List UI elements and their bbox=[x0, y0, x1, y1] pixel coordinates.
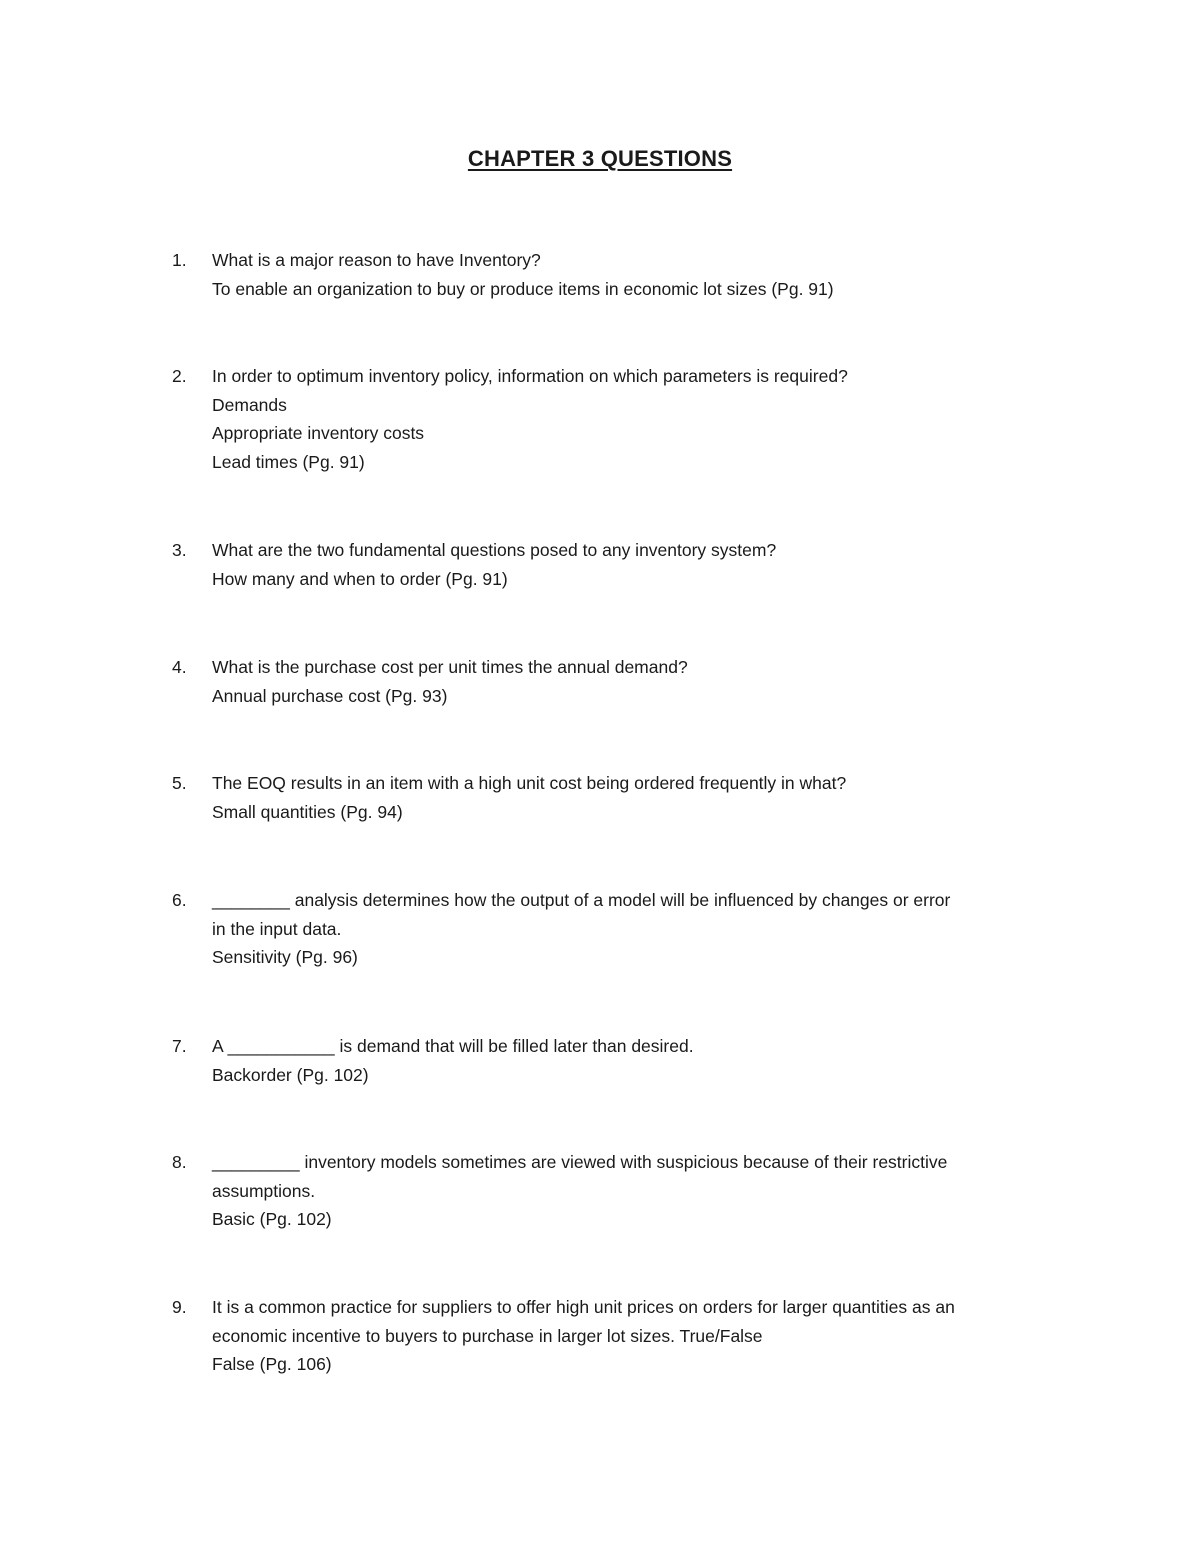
answer-text: Demands bbox=[212, 394, 287, 415]
question-item bbox=[172, 536, 1072, 593]
answer-text: Lead times (Pg. 91) bbox=[212, 451, 365, 472]
question-number: 1. bbox=[172, 250, 187, 270]
question-item bbox=[172, 246, 1072, 303]
question-text: It is a common practice for suppliers to offer high unit prices on orders for larger quantities as an bbox=[212, 1297, 955, 1317]
question-number: 9. bbox=[172, 1297, 187, 1317]
question-item bbox=[172, 1293, 1072, 1379]
question-text: _________ inventory models sometimes are viewed with suspicious because of their restrictive bbox=[212, 1152, 948, 1172]
question-text: What is a major reason to have Inventory? bbox=[212, 250, 541, 270]
answer-text: How many and when to order (Pg. 91) bbox=[212, 568, 508, 589]
answer-text: Basic (Pg. 102) bbox=[212, 1209, 332, 1229]
question-text: The EOQ results in an item with a high unit cost being ordered frequently in what? bbox=[212, 773, 847, 793]
answer-text: Small quantities (Pg. 94) bbox=[212, 801, 403, 822]
answer-text: Appropriate inventory costs bbox=[212, 423, 425, 443]
question-text: economic incentive to buyers to purchase in larger lot sizes. True/False bbox=[212, 1325, 763, 1346]
question-number: 8. bbox=[172, 1152, 187, 1172]
answer-text: Backorder (Pg. 102) bbox=[212, 1064, 369, 1085]
question-text: In order to optimum inventory policy, information on which parameters is required? bbox=[212, 366, 848, 386]
question-item bbox=[172, 769, 1072, 826]
question-item bbox=[172, 362, 1072, 476]
question-number: 3. bbox=[172, 540, 187, 560]
question-text: What are the two fundamental questions posed to any inventory system? bbox=[212, 540, 777, 560]
question-number: 4. bbox=[172, 657, 187, 677]
answer-text: Annual purchase cost (Pg. 93) bbox=[212, 685, 448, 706]
answer-text: To enable an organization to buy or produce items in economic lot sizes (Pg. 91) bbox=[212, 278, 834, 299]
question-number: 2. bbox=[172, 366, 187, 386]
answer-text: False (Pg. 106) bbox=[212, 1354, 332, 1374]
question-number: 7. bbox=[172, 1036, 187, 1056]
question-item bbox=[172, 1148, 1072, 1234]
answer-text: Sensitivity (Pg. 96) bbox=[212, 947, 358, 967]
question-text: What is the purchase cost per unit times the annual demand? bbox=[212, 657, 688, 677]
question-text: A ___________ is demand that will be filled later than desired. bbox=[212, 1036, 694, 1056]
page-title: CHAPTER 3 QUESTIONS bbox=[467, 146, 733, 171]
question-number: 5. bbox=[172, 773, 187, 793]
question-text: ________ analysis determines how the output of a model will be influenced by changes or error bbox=[212, 890, 951, 910]
question-text: assumptions. bbox=[212, 1180, 316, 1201]
question-number: 6. bbox=[172, 890, 187, 910]
question-text: in the input data. bbox=[212, 918, 342, 939]
question-item bbox=[172, 886, 1072, 972]
question-item bbox=[172, 653, 1072, 710]
question-item bbox=[172, 1032, 1072, 1089]
